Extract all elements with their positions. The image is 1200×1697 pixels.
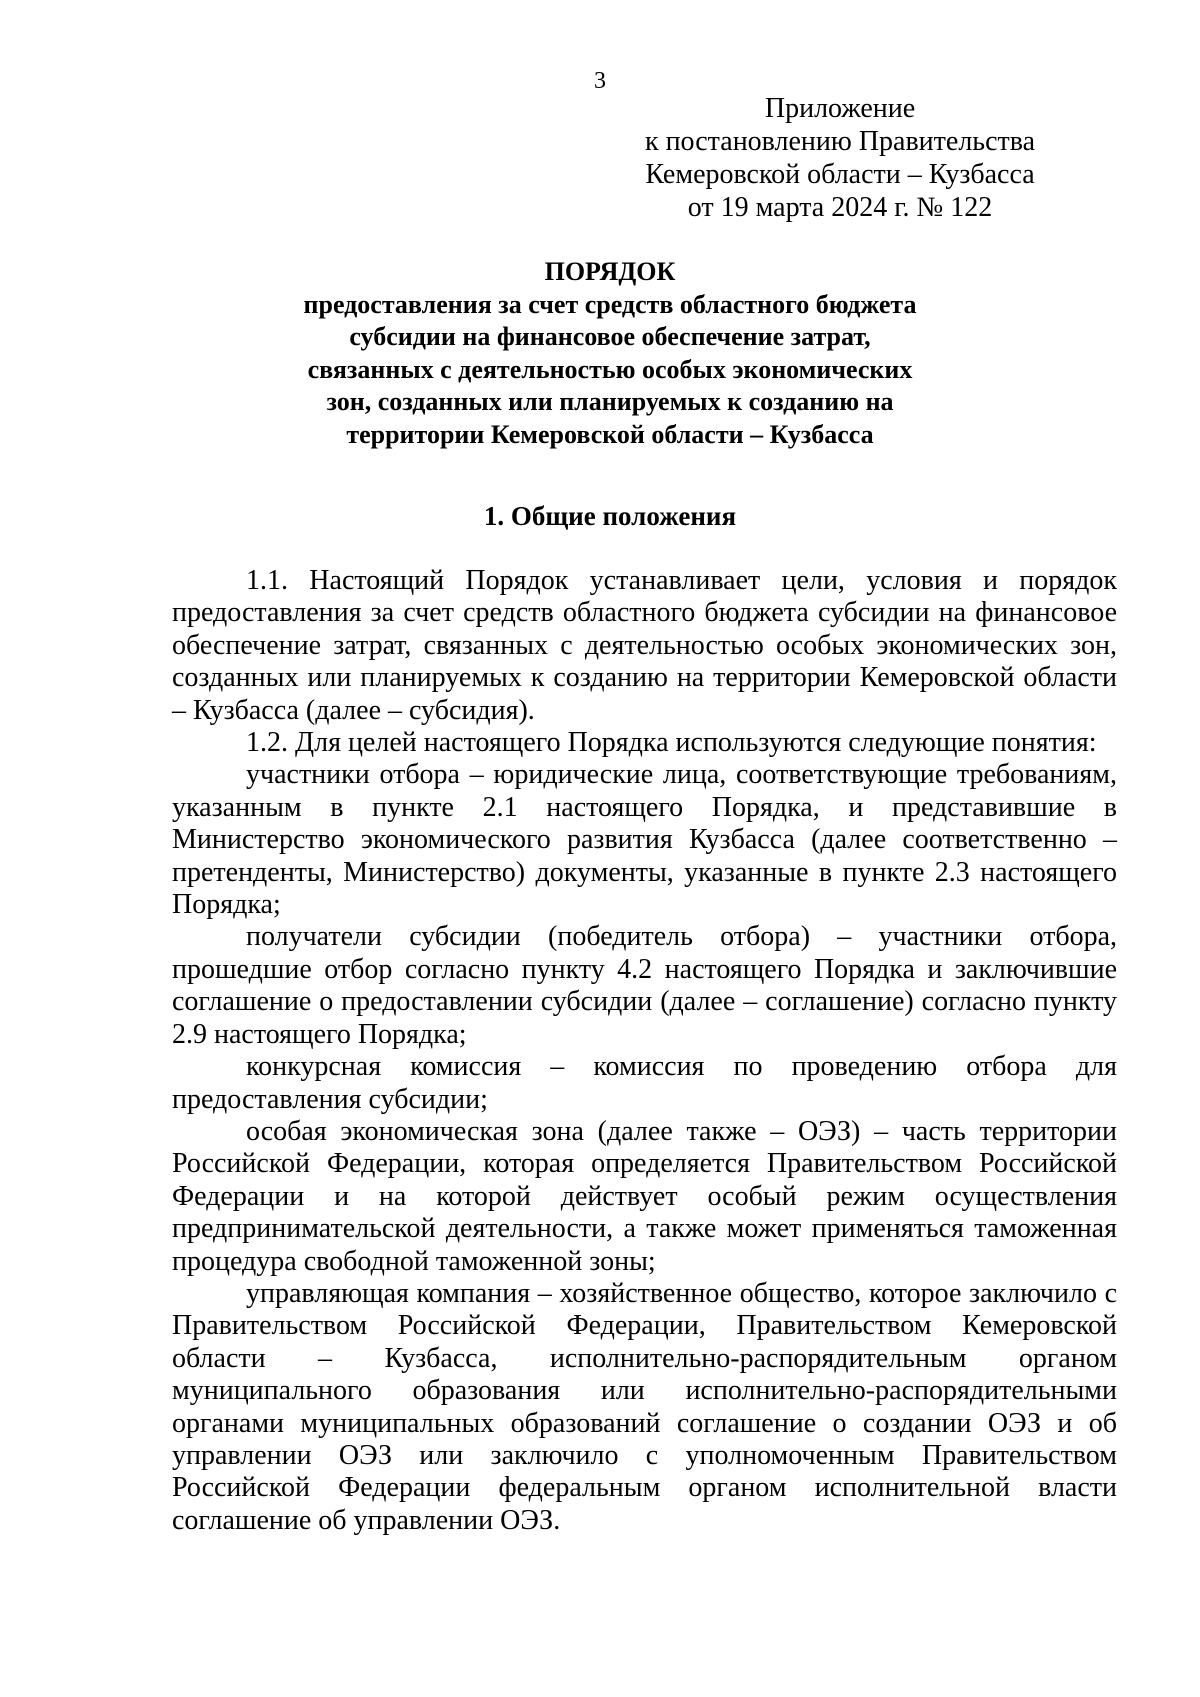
definition-participants: участники отбора – юридические лица, соответствующие требованиям, указанным в пункте 2.1 настоящего Порядка, и представившие в Министерство экономического развития Кузбасса (далее соответственно – претенденты, Министерство) документы, указанные в пункте 2.3 настоящего Порядка; — [172, 759, 1117, 921]
document-title — [170, 256, 1050, 451]
appendix-header — [640, 92, 1040, 224]
appendix-line: от 19 марта 2024 г. № 122 — [687, 192, 993, 223]
definition-managing-company: управляющая компания – хозяйственное общество, которое заключило с Правительством Российской Федерации, Правительством Кемеровской области – Кузбасса, исполнительно-распорядительным органом муниципального образования или исполнительно-распорядительными органами муниципальных образований соглашение о создании ОЭЗ и об управлении ОЭЗ или заключило с уполномоченным Правительством Российской Федерации федеральным органом исполнительной власти соглашение об управлении ОЭЗ. — [172, 1277, 1117, 1536]
definition-commission: конкурсная комиссия – комиссия по проведению отбора для предоставления субсидии; — [172, 1051, 1117, 1115]
title-line: зон, созданных или планируемых к созданию на — [326, 387, 894, 416]
appendix-line: Кемеровской области – Кузбасса — [645, 159, 1035, 190]
title-line: связанных с деятельностью особых экономических — [307, 354, 913, 384]
section-body — [172, 565, 1117, 1537]
title-heading: ПОРЯДОК — [544, 257, 676, 286]
page-number: 3 — [594, 68, 606, 94]
definition-recipients: получатели субсидии (победитель отбора) – участники отбора, прошедшие отбор согласно пункту 4.2 настоящего Порядка и заключившие соглашение о предоставлении субсидии (далее – соглашение) согласно пункту 2.9 настоящего Порядка; — [172, 921, 1117, 1050]
title-line: субсидии на финансовое обеспечение затрат, — [349, 322, 871, 351]
appendix-line: к постановлению Правительства — [644, 126, 1036, 157]
title-line: территории Кемеровской области – Кузбасса — [346, 419, 874, 449]
paragraph-1-2: 1.2. Для целей настоящего Порядка используются следующие понятия: — [246, 727, 1097, 759]
paragraph-1-1: 1.1. Настоящий Порядок устанавливает цели, условия и порядок предоставления за счет средств областного бюджета субсидии на финансовое обеспечение затрат, связанных с деятельностью особых экономических зон, созданных или планируемых к созданию на территории Кемеровской области – Кузбасса (далее – субсидия). — [172, 565, 1117, 726]
appendix-line: Приложение — [764, 93, 916, 124]
section-heading: 1. Общие положения — [483, 501, 737, 531]
definition-special-zone: особая экономическая зона (далее также – ОЭЗ) – часть территории Российской Федерации, которая определяется Правительством Российской Федерации и на которой действует особый режим осуществления предпринимательской деятельности, а также может применяться таможенная процедура свободной таможенной зоны; — [172, 1115, 1117, 1277]
title-line: предоставления за счет средств областного бюджета — [303, 289, 917, 319]
